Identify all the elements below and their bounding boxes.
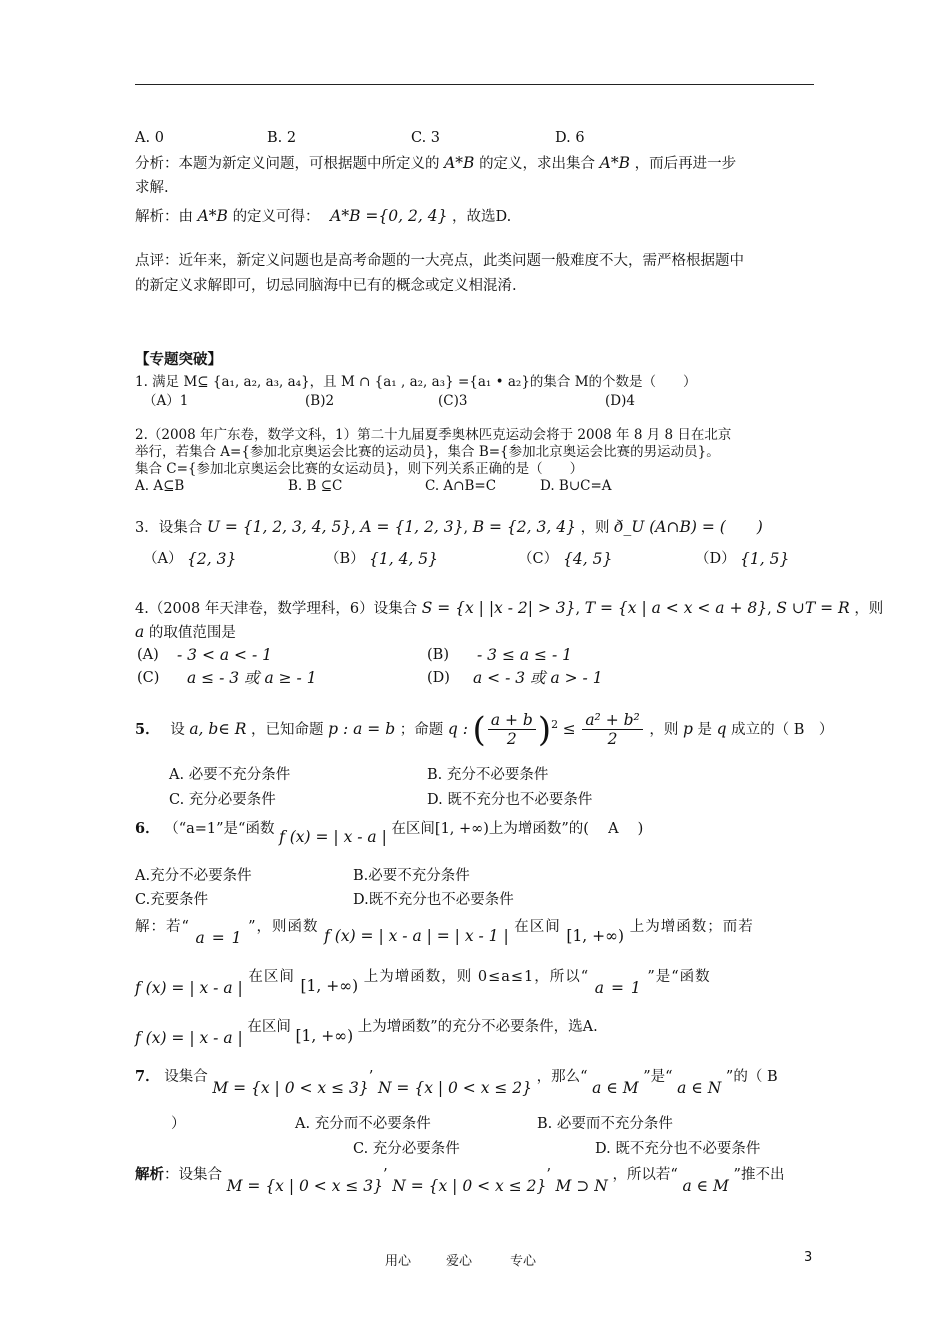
q2-line-2: 举行，若集合 A={参加北京奥运会比赛的运动员}，集合 B={参加北京奥运会比赛的男运动员}。	[135, 444, 720, 460]
comment-line-2: 的新定义求解即可，切忌同脑海中已有的概念或定义相混淆.	[135, 278, 517, 294]
q7-stem: 7． 设集合 M = {x | 0 < x ≤ 3}’ N = {x | 0 < x ≤ 2} ，那么“ a ∈ M ”是“ a ∈ N ”的（ B	[135, 1068, 778, 1097]
option-a: A. 0	[135, 130, 164, 146]
solution-set: A*B ={0, 2, 4}	[330, 207, 448, 225]
document-page: A. 0 B. 2 C. 3 D. 6 分析：本题为新定义问题，可根据题中所定义的 A*B 的定义，求出集合 A*B ，而后再进一步 求解. 解析：由 A*B 的定义可得： A*B ={0, 2, 4} ，故选D. 点评：近年来，新定义问题也是高考命题的一大亮点，此类问题一般难度不大，需严格根据题中 的新定义求解即可，切忌同脑海中已有的概念或定义相混淆. 【专题突破】 1. 满足 M⊆ {a₁, a₂, a₃, a₄}，且 M ∩ {a₁ , a₂, a₃} ={a₁ • a₂}的集合 M的个数是（ ） （A）1 (B)2 (C)3 (D)4 2.（2008 年广东卷，数学文科，1）第二十九届夏季奥林匹克运动会将于 2008 年 8 月 8 日在北京 举行，若集合 A={参加北京奥运会比赛的运动员}，集合 B={参加北京奥运会比赛的男运动员}。 集合 C={参加北京奥运会比赛的女运动员}，则下列关系正确的是（ ） A. A⊆B B. B ⊆C C. A∩B=C D. B∪C=A 3．设集合 U = {1, 2, 3, 4, 5}, A = {1, 2, 3}, B = {2, 3, 4} ，则 ð_U (A∩B) = ( ) （A） {2, 3} （B） {1, 4, 5} （C） {4, 5} （D） {1, 5} 4.（2008 年天津卷，数学理科，6）设集合 S = {x | |x - 2| > 3}, T = {x | a < x < a + 8}, S ∪T = R ，则 a 的取值范围是 (A) - 3 < a < - 1 (B) - 3 ≤ a ≤ - 1 (C) a ≤ - 3 或 a ≥ - 1 (D) a < - 3 或 a > - 1 5． 设 a, b∈ R ，已知命题 p : a = b ；命题 q : ( $\frac{a + b}{2}$ )$^2$ ≤ $\frac{\text{a² + b²}}{2}$ ，则 p 是 q 成立的（ B ） A. 必要不充分条件 B. 充分不必要条件 C. 充分必要条件 D. 既不充分也不必要条件 6． （“a=1”是“函数 f (x) = | x - a | 在区间[1, +∞)上为增函数”的( A ) A.充分不必要条件 B.必要不充分条件 C.充要条件 D.既不充分也不必要条件 解：若“ a = 1 ”，则函数 f (x) = | x - a | = | x - 1 | 在区间 [1, +∞) 上为增函数；而若 f (x) = | x - a | 在区间 [1, +∞) 上为增函数，则 0≤a≤1，所以“ a = 1 ”是“函数 f (x) = | x - a | 在区间 [1, +∞) 上为增函数”的充分不必要条件，选A. 7． 设集合 M = {x | 0 < x ≤ 3}’ N = {x | 0 < x ≤ 2} ，那么“ a ∈ M ”是“ a ∈ N ”的（ B ） A. 充分而不必要条件 B. 必要而不充分条件 C. 充分必要条件 D. 既不充分也不必要条件 解析：设集合 M = {x | 0 < x ≤ 3}’ N = {x | 0 < x ≤ 2}’ M ⊃ N ，所以若“ a ∈ M ”推不出 用心 爱心 专心 3	[0, 0, 950, 1344]
q4-line-1: 4.（2008 年天津卷，数学理科，6）设集合 S = {x | |x - 2| > 3}, T = {x | a < x < a + 8}, S ∪T = R ，则	[135, 599, 884, 617]
q3-stem: 3．设集合 U = {1, 2, 3, 4, 5}, A = {1, 2, 3}, B = {2, 3, 4} ，则 ð_U (A∩B) = ( )	[135, 518, 763, 536]
comment-line-1: 点评：近年来，新定义问题也是高考命题的一大亮点，此类问题一般难度不大，需严格根据题中	[135, 253, 744, 269]
fraction: $\frac{a + b}{2}$	[488, 711, 536, 748]
q6-solution-line-1: 解：若“ a = 1 ”，则函数 f (x) = | x - a | = | x - 1 | 在区间 [1, +∞) 上为增函数；而若	[135, 919, 754, 947]
footer-text-2: 爱心	[446, 1254, 473, 1269]
page-number: 3	[804, 1250, 813, 1265]
expr-a-star-b: A*B	[599, 154, 631, 172]
analysis-line-2: 求解.	[135, 180, 169, 196]
option-d: D. 6	[555, 130, 585, 146]
option-c: C. 3	[411, 130, 441, 146]
section-title: 【专题突破】	[135, 351, 222, 368]
option-b: B. 2	[267, 130, 297, 146]
q4-line-2: a 的取值范围是	[135, 623, 236, 641]
header-rule	[135, 84, 814, 85]
q6-stem: 6． （“a=1”是“函数 f (x) = | x - a | 在区间[1, +∞)上为增函数”的( A )	[135, 820, 644, 846]
q2-line-1: 2.（2008 年广东卷，数学文科，1）第二十九届夏季奥林匹克运动会将于 2008 年 8 月 8 日在北京	[135, 427, 732, 443]
footer-text-1: 用心	[385, 1254, 412, 1269]
footer-text-3: 专心	[510, 1254, 537, 1269]
q2-line-3: 集合 C={参加北京奥运会比赛的女运动员}，则下列关系正确的是（ ）	[135, 461, 584, 477]
analysis-line-1: 分析：本题为新定义问题，可根据题中所定义的 A*B 的定义，求出集合 A*B ，而后再进一步	[135, 154, 737, 172]
q6-solution-line-2: f (x) = | x - a | 在区间 [1, +∞) 上为增函数，则 0≤a≤1，所以“ a = 1 ”是“函数	[135, 969, 711, 997]
fraction: $\frac{\text{a² + b²}}{2}$	[582, 711, 642, 748]
q5-stem: 5． 设 a, b∈ R ，已知命题 p : a = b ；命题 q : ( $\frac{a + b}{2}$ )$^2$ ≤ $\frac{\text{a² + b²}}{2}$ ，则 p 是 q 成立的（ B ）	[135, 709, 834, 750]
q1-text: 1. 满足 M⊆ {a₁, a₂, a₃, a₄}，且 M ∩ {a₁ , a₂, a₃} ={a₁ • a₂}的集合 M的个数是（ ）	[135, 374, 697, 390]
solution-line: 解析：由 A*B 的定义可得： A*B ={0, 2, 4} ，故选D.	[135, 207, 512, 225]
q7-solution: 解析：设集合 M = {x | 0 < x ≤ 3}’ N = {x | 0 < x ≤ 2}’ M ⊃ N ，所以若“ a ∈ M ”推不出	[135, 1166, 785, 1195]
q6-solution-line-3: f (x) = | x - a | 在区间 [1, +∞) 上为增函数”的充分不必要条件，选A.	[135, 1019, 598, 1047]
expr-a-star-b: A*B	[444, 154, 475, 172]
